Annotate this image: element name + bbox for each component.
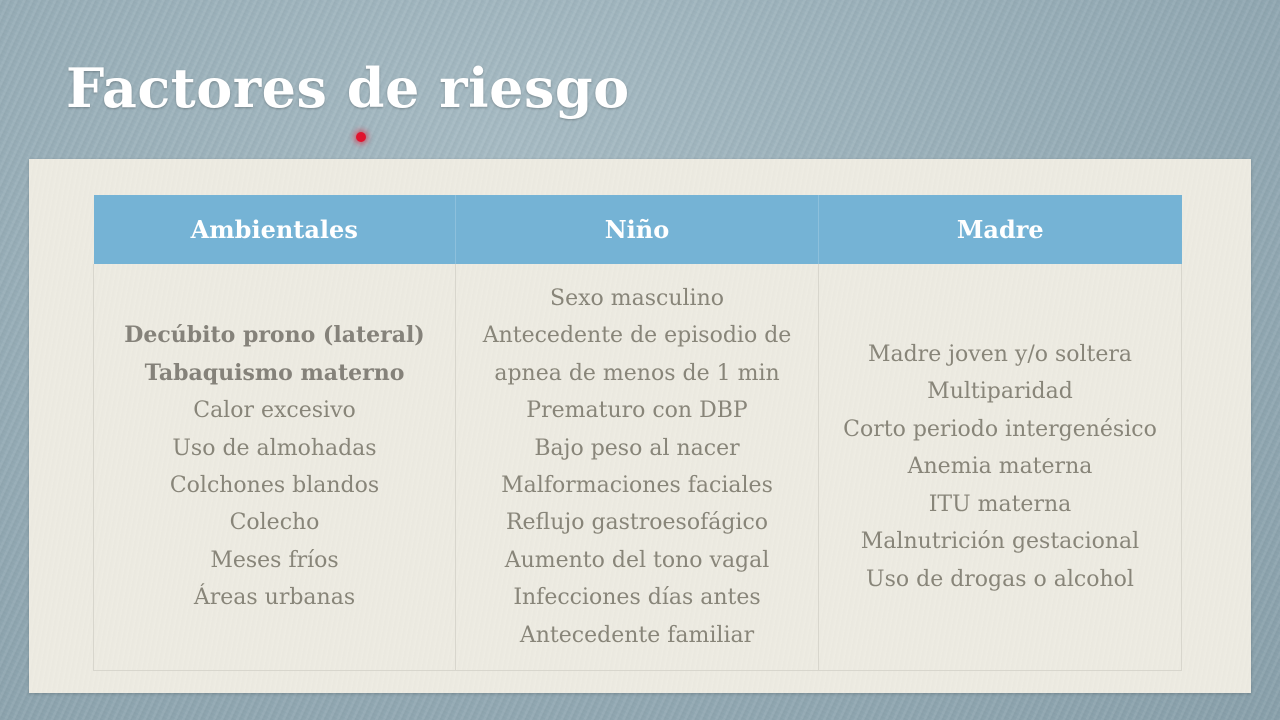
laser-pointer-dot	[356, 132, 366, 142]
madre-list	[823, 336, 1177, 598]
list-item: ITU materna	[928, 491, 1072, 517]
list-item: Antecedente familiar	[519, 622, 755, 648]
list-item: Decúbito prono (lateral)	[124, 322, 425, 349]
list-item: Antecedente de episodio de	[482, 323, 792, 349]
list-item: Infecciones días antes	[513, 585, 761, 611]
column-ambientales	[94, 264, 456, 671]
column-madre	[819, 264, 1182, 671]
header-nino: Niño	[456, 195, 819, 264]
list-item: apnea de menos de 1 min	[494, 360, 780, 386]
list-item: Multiparidad	[927, 379, 1073, 405]
risk-factors-table	[93, 195, 1182, 671]
list-item: Tabaquismo materno	[144, 359, 405, 386]
table-header-row	[94, 195, 1182, 264]
list-item: Colchones blandos	[169, 473, 380, 498]
list-item: Uso de almohadas	[172, 435, 377, 461]
list-item: Reflujo gastroesofágico	[505, 510, 769, 536]
list-item: Corto periodo intergenésico	[843, 416, 1157, 442]
ambientales-list	[98, 317, 451, 616]
list-item: Madre joven y/o soltera	[867, 342, 1133, 368]
column-nino	[456, 264, 819, 671]
list-item: Áreas urbanas	[193, 585, 356, 611]
list-item: Colecho	[229, 510, 320, 536]
list-item: Uso de drogas o alcohol	[866, 566, 1134, 592]
list-item: Meses fríos	[210, 547, 339, 573]
list-item: Bajo peso al nacer	[534, 435, 740, 461]
list-item: Sexo masculino	[550, 285, 724, 311]
list-item: Malformaciones faciales	[501, 473, 773, 498]
header-madre: Madre	[819, 195, 1182, 264]
list-item: Malnutrición gestacional	[860, 529, 1140, 555]
list-item: Anemia materna	[907, 454, 1093, 480]
table-row	[94, 264, 1182, 671]
list-item: Calor excesivo	[193, 398, 356, 424]
list-item: Prematuro con DBP	[526, 398, 748, 424]
header-ambientales: Ambientales	[94, 195, 456, 264]
nino-list	[460, 280, 814, 654]
slide-title: Factores de riesgo	[66, 56, 630, 120]
list-item: Aumento del tono vagal	[504, 547, 770, 573]
